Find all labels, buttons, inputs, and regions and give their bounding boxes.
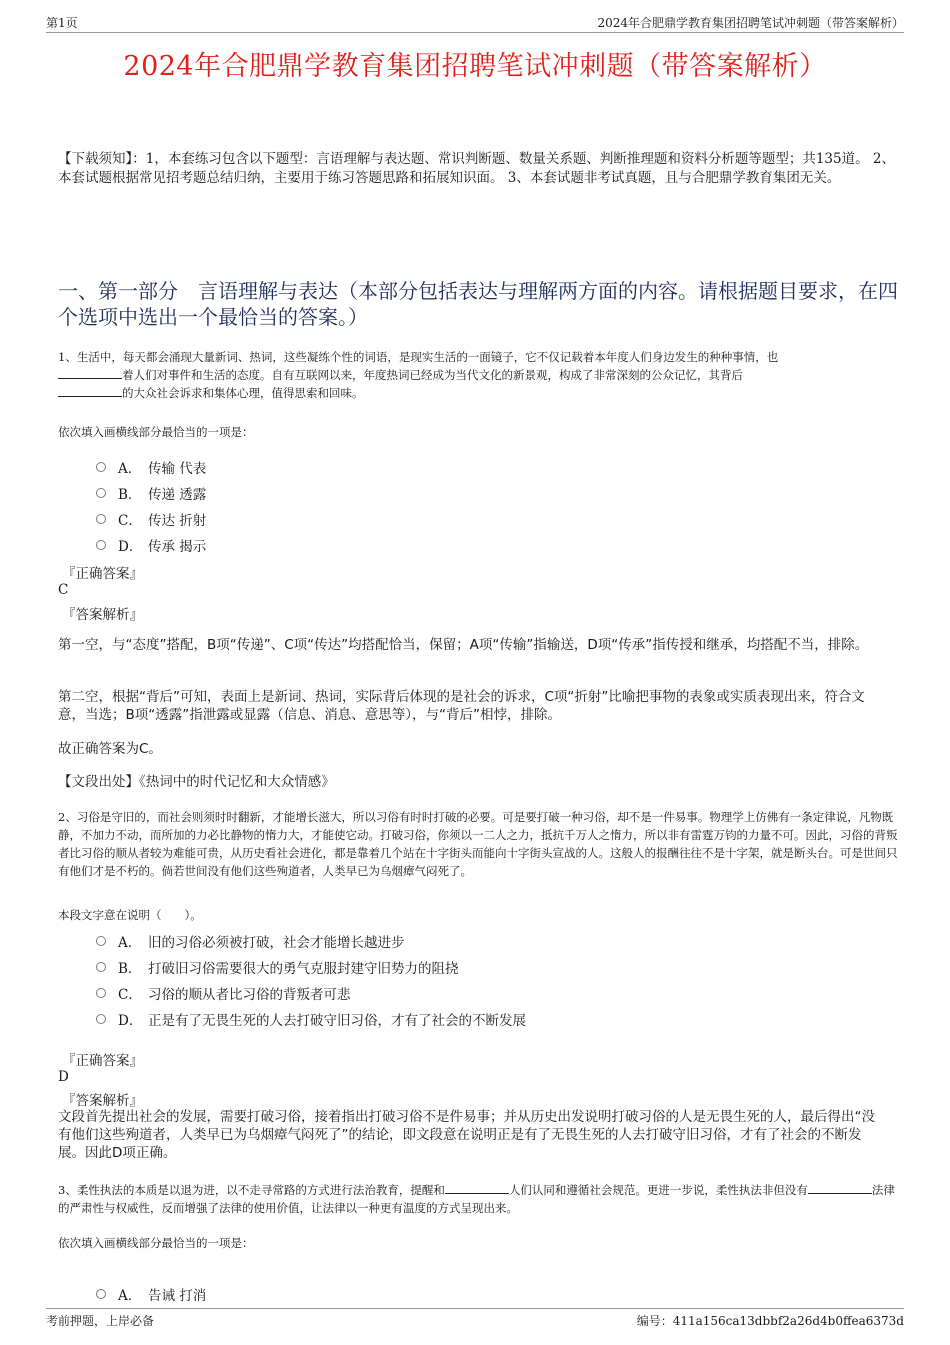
footer-divider [46, 1308, 904, 1309]
header-doc-title: 2024年合肥鼎学教育集团招聘笔试冲刺题（带答案解析） [597, 16, 904, 30]
analysis-label: 『答案解析』 [62, 1093, 143, 1109]
radio-icon[interactable] [96, 1014, 106, 1024]
document-id: 编号：411a156ca13dbbf2a26d4b0ffea6373d [636, 1314, 904, 1328]
q2-option-b[interactable]: B． 打破旧习俗需要很大的勇气克服封建守旧势力的阻挠 [96, 957, 459, 977]
analysis-paragraph: 第二空，根据“背后”可知，表面上是新词、热词，实际背后体现的是社会的诉求，C项“折射”比喻把事物的表象或实质表现出来，符合文意，当选；B项“透露”指泄露或显露（信息、消息、意思等），与“背后”相悖，排除。 [58, 689, 865, 723]
radio-icon[interactable] [96, 988, 106, 998]
q2-option-a[interactable]: A． 旧的习俗必须被打破，社会才能增长越进步 [96, 931, 405, 951]
download-notice: 【下载须知】：1，本套练习包含以下题型：言语理解与表达题、常识判断题、数量关系题、判断推理题和资料分析题等题型；共135道。 2、本套试题根据常见招考题总结归纳，主要用于练习答题思路和拓展知识面。 3、本套试题非考试真题，且与合肥鼎学教育集团无关。 [58, 151, 895, 186]
correct-answer-value: C [58, 582, 69, 598]
correct-answer-label: 『正确答案』 [62, 1053, 143, 1069]
analysis-label: 『答案解析』 [62, 607, 143, 623]
question-2-instruction: 本段文字意在说明（ ）。 [58, 908, 202, 922]
blank-2 [808, 1181, 872, 1194]
question-1-instruction: 依次填入画横线部分最恰当的一项是： [58, 425, 254, 439]
source-citation: 【文段出处】《热词中的时代记忆和大众情感》 [58, 774, 335, 790]
section-title: 一、第一部分 言语理解与表达（本部分包括表达与理解两方面的内容。请根据题目要求，在四个选项中选出一个最恰当的答案。） [58, 279, 898, 329]
analysis-paragraph: 文段首先提出社会的发展，需要打破习俗，接着指出打破习俗不是件易事；并从历史出发说明打破习俗的人是无畏生死的人，最后得出“没有他们这些殉道者，人类早已为乌烟瘴气闷死了”的结论，即文段意在说明正是有了无畏生死的人去打破守旧习俗，才有了社会的不断发展。因此D项正确。 [58, 1109, 875, 1161]
header-divider [46, 32, 904, 33]
blank-1 [58, 366, 122, 379]
radio-icon[interactable] [96, 540, 106, 550]
radio-icon[interactable] [96, 1289, 106, 1299]
q3-option-a[interactable]: A． 告诫 打消 [96, 1284, 206, 1304]
radio-icon[interactable] [96, 514, 106, 524]
analysis-paragraph: 第一空，与“态度”搭配，B项“传递”、C项“传达”均搭配恰当，保留；A项“传输”指输送，D项“传承”指传授和继承，均搭配不当，排除。 [58, 637, 869, 653]
radio-icon[interactable] [96, 962, 106, 972]
q1-option-a[interactable]: A． 传输 代表 [96, 457, 206, 477]
radio-icon[interactable] [96, 488, 106, 498]
q1-option-b[interactable]: B． 传递 透露 [96, 483, 206, 503]
q1-option-c[interactable]: C． 传达 折射 [96, 509, 206, 529]
question-3-text: 3、柔性执法的本质是以退为进，以不走寻常路的方式进行法治教育，提醒和 人们认同和遵循社会规范。更进一步说，柔性执法非但没有 法律的严肃性与权威性，反而增强了法律的使用价值，让法律以一种更有温度的方式呈现出来。 [58, 1183, 895, 1215]
question-2-text: 2、习俗是守旧的，而社会则须时时翻新，才能增长滋大，所以习俗有时时打破的必要。可是要打破一种习俗，却不是一件易事。物理学上仿佛有一条定律说，凡物既静，不加力不动，而所加的力必比静物的惰力大，才能使它动。打破习俗，你须以一二人之力，抵抗千万人之惰力，所以非有雷霆万钧的力量不可。因此，习俗的背叛者比习俗的顺从者较为难能可贵，从历史看社会进化，都是靠着几个站在十字街头而能向十字街头宣战的人。这般人的报酬往往不是十字架，就是断头台。可是世间只有他们才是不朽的。倘若世间没有他们这些殉道者，人类早已为乌烟瘴气闷死了。 [58, 810, 898, 878]
blank-1 [445, 1181, 509, 1194]
radio-icon[interactable] [96, 462, 106, 472]
analysis-conclusion: 故正确答案为C。 [58, 741, 162, 757]
question-1-text: 1、生活中，每天都会涌现大量新词、热词，这些凝练个性的词语，是现实生活的一面镜子，它不仅记载着本年度人们身边发生的种种事情，也 着人们对事件和生活的态度。自有互联网以来，年度热词已经成为当代文化的新景观，构成了非常深刻的公众记忆，其背后 的大众社会诉求和集体心理，值得思索和回味。 [58, 350, 779, 400]
correct-answer-value: D [58, 1069, 69, 1085]
blank-2 [58, 384, 122, 397]
correct-answer-label: 『正确答案』 [62, 566, 143, 582]
q1-option-d[interactable]: D． 传承 揭示 [96, 535, 206, 555]
q2-option-d[interactable]: D． 正是有了无畏生死的人去打破守旧习俗，才有了社会的不断发展 [96, 1009, 526, 1029]
footer-slogan: 考前押题，上岸必备 [46, 1314, 155, 1328]
q2-option-c[interactable]: C． 习俗的顺从者比习俗的背叛者可悲 [96, 983, 351, 1003]
question-3-instruction: 依次填入画横线部分最恰当的一项是： [58, 1236, 254, 1250]
page-number: 第1页 [46, 16, 78, 30]
radio-icon[interactable] [96, 936, 106, 946]
page-title: 2024年合肥鼎学教育集团招聘笔试冲刺题（带答案解析） [123, 51, 827, 82]
